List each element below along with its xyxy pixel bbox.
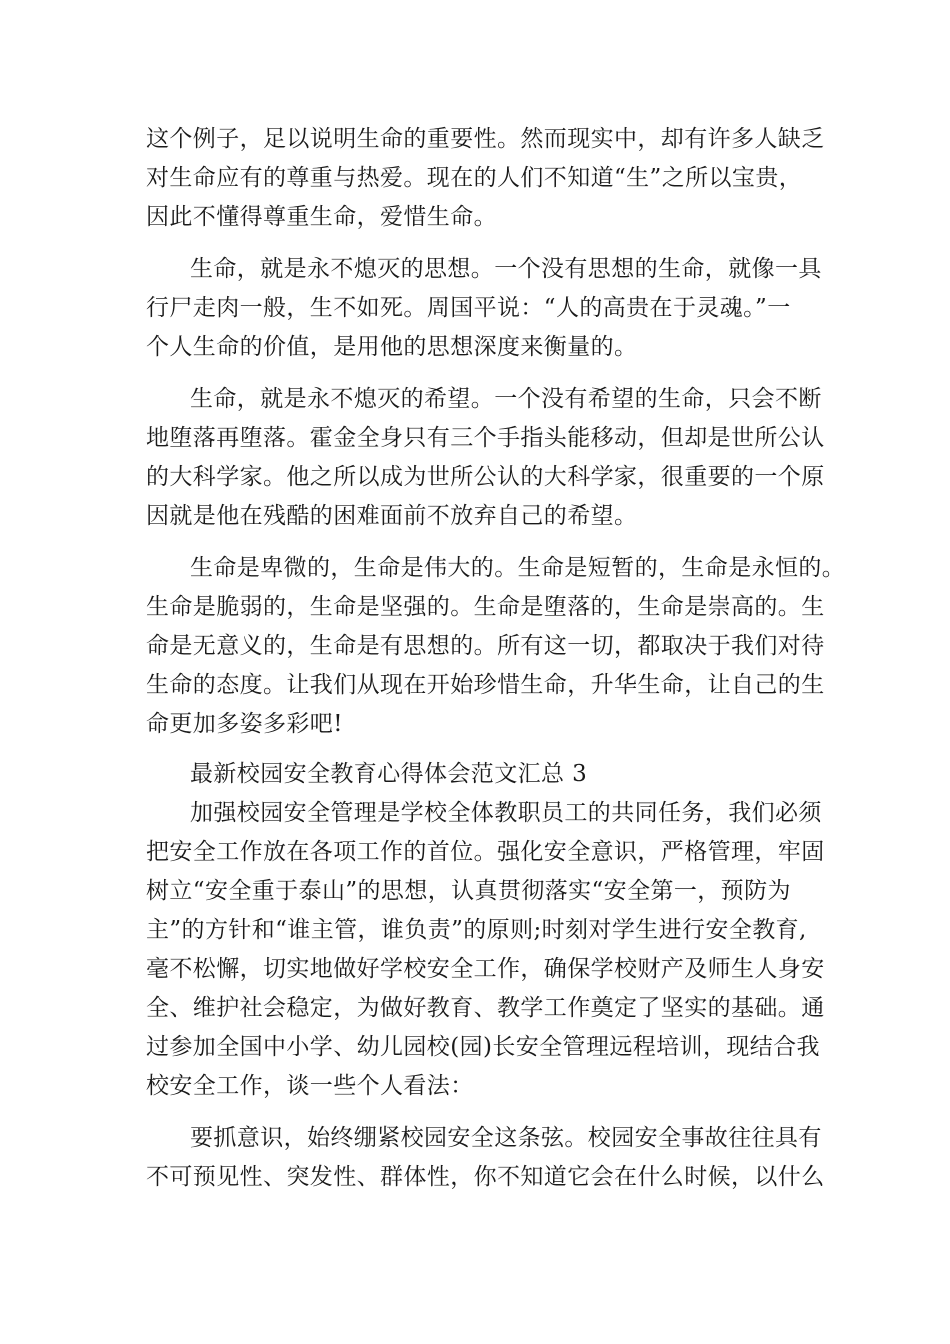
text-line: 生命的态度。让我们从现在开始珍惜生命，升华生命，让自己的生 bbox=[146, 672, 825, 698]
text-line: 过参加全国中小学、幼儿园校(园)长安全管理远程培训，现结合我 bbox=[146, 1034, 820, 1060]
text-line: 毫不松懈，切实地做好学校安全工作，确保学校财产及师生人身安 bbox=[146, 956, 825, 982]
text-line: 生命是脆弱的，生命是坚强的。生命是堕落的，生命是崇高的。生 bbox=[146, 594, 825, 620]
text-line: 行尸走肉一般，生不如死。周国平说：“人的高贵在于灵魂。”一 bbox=[146, 295, 791, 321]
section-heading: 最新校园安全教育心得体会范文汇总 3 bbox=[190, 761, 588, 787]
text-line: 命是无意义的，生命是有思想的。所有这一切，都取决于我们对待 bbox=[146, 633, 825, 659]
text-line: 全、维护社会稳定，为做好教育、教学工作奠定了坚实的基础。通 bbox=[146, 995, 825, 1021]
text-line: 主”的方针和“谁主管，谁负责”的原则;时刻对学生进行安全教育, bbox=[146, 917, 807, 943]
text-line: 这个例子，足以说明生命的重要性。然而现实中，却有许多人缺乏 bbox=[146, 126, 825, 152]
text-line: 要抓意识，始终绷紧校园安全这条弦。校园安全事故往往具有 bbox=[190, 1125, 822, 1151]
text-line: 因就是他在残酷的困难面前不放弃自己的希望。 bbox=[146, 503, 638, 529]
text-line: 树立“安全重于泰山”的思想，认真贯彻落实“安全第一，预防为 bbox=[146, 878, 791, 904]
text-line: 生命是卑微的，生命是伟大的。生命是短暂的，生命是永恒的。 bbox=[190, 555, 846, 581]
text-line: 把安全工作放在各项工作的首位。强化安全意识，严格管理，牢固 bbox=[146, 839, 825, 865]
text-line: 地堕落再堕落。霍金全身只有三个手指头能移动，但却是世所公认 bbox=[146, 425, 825, 451]
text-line: 加强校园安全管理是学校全体教职员工的共同任务，我们必须 bbox=[190, 800, 822, 826]
text-line: 因此不懂得尊重生命，爱惜生命。 bbox=[146, 204, 497, 230]
text-line: 生命，就是永不熄灭的思想。一个没有思想的生命，就像一具 bbox=[190, 256, 822, 282]
text-line: 个人生命的价值，是用他的思想深度来衡量的。 bbox=[146, 334, 638, 360]
text-line: 校安全工作，谈一些个人看法： bbox=[146, 1073, 474, 1099]
text-line: 不可预见性、突发性、群体性，你不知道它会在什么时候，以什么 bbox=[146, 1164, 825, 1190]
text-line: 对生命应有的尊重与热爱。现在的人们不知道“生”之所以宝贵， bbox=[146, 165, 803, 191]
text-line: 的大科学家。他之所以成为世所公认的大科学家，很重要的一个原 bbox=[146, 464, 825, 490]
text-line: 命更加多姿多彩吧! bbox=[146, 711, 343, 737]
text-line: 生命，就是永不熄灭的希望。一个没有希望的生命，只会不断 bbox=[190, 386, 822, 412]
